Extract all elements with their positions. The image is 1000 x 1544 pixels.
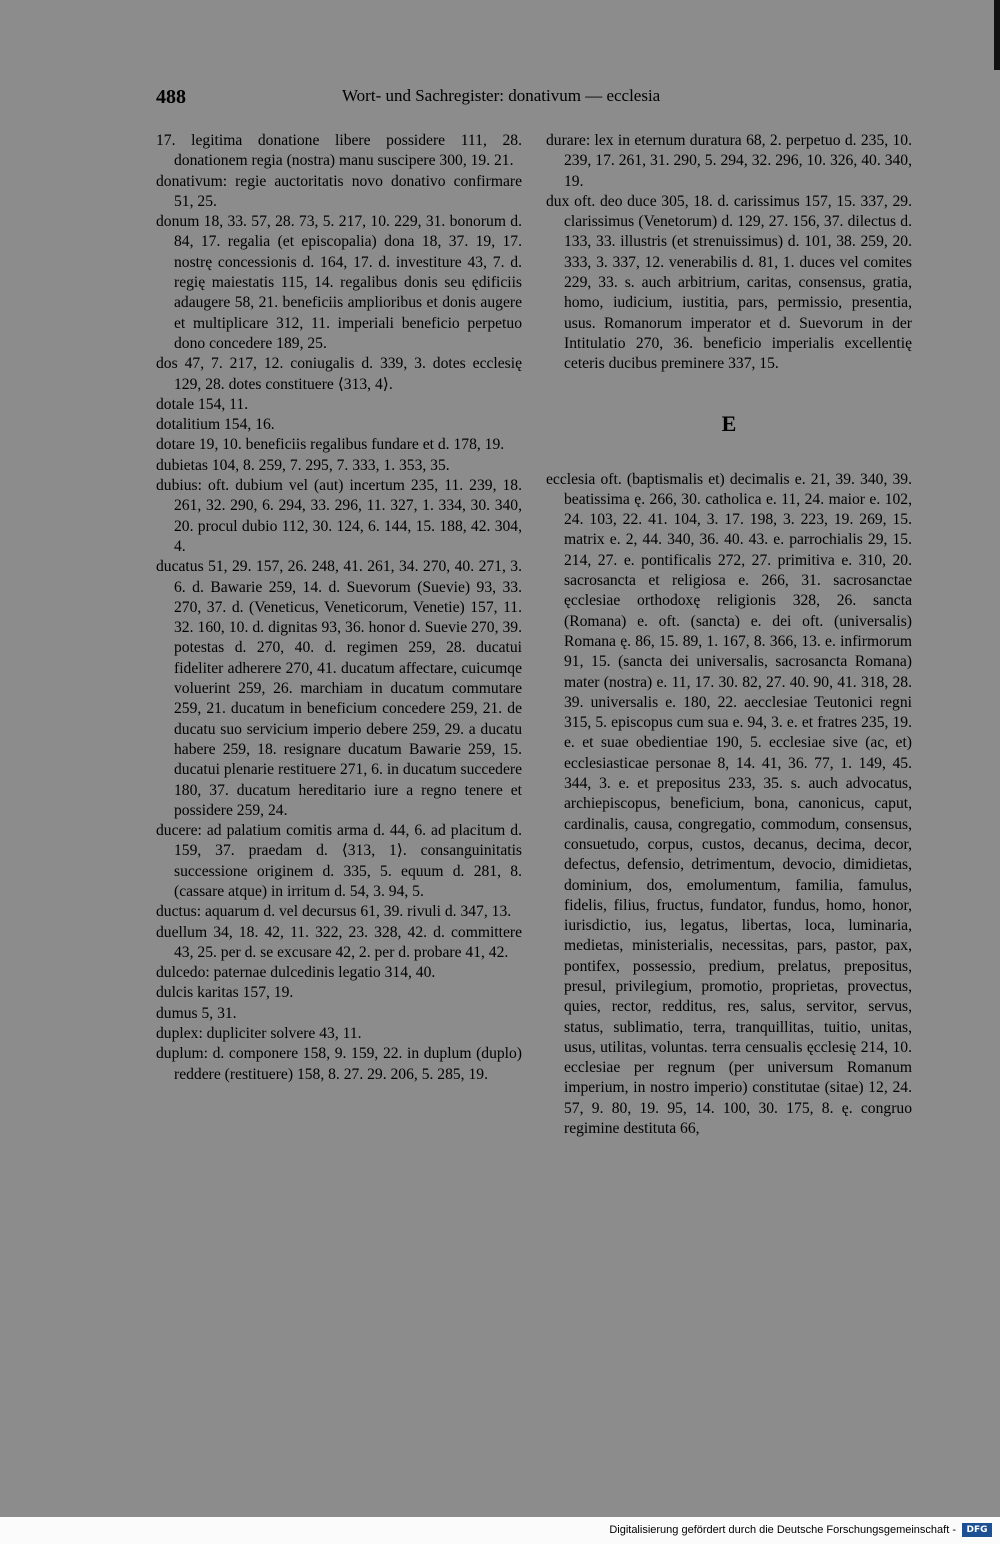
index-entry: dumus 5, 31. — [156, 1004, 237, 1022]
page-header — [156, 86, 916, 112]
index-entry: 17. legitima donatione libere possidere 111, 28. donationem regia (nostra) manu suscipere 300, 19. 21. — [156, 132, 522, 170]
index-entry: donativum: regie auctoritatis novo donativo confirmare 51, 25. — [156, 172, 522, 210]
section-letter: E — [721, 410, 737, 436]
index-entry: ductus: aquarum d. vel decursus 61, 39. rivuli d. 347, 13. — [156, 903, 512, 921]
page-number: 488 — [156, 86, 186, 108]
index-entry: ecclesia oft. (baptismalis et) decimalis e. 21, 39. 340, 39. beatissima ę. 266, 30. catholica e. 11, 24. maior e. 102, 24. 103, 22. 41. 104, 3. 17. 198, 3. 223, 19. 269, 15. matrix e. 2, 44. 340, 36. 40. 43. e. parrochialis 29, 15. 214, 27. e. pontificalis 272, 27. primitiva e. 310, 20. sacrosancta et religiosa e. 266, 31. sacrosanctae ęcclesiae orthodoxę religionis 328, 26. sancta (Romana) e. oft. (sancta) e. dei oft. (universalis) Romana ę. 86, 15. 89, 1. 167, 8. 366, 13. e. infirmorum 91, 15. (sancta dei universalis, sacrosancta Romana) mater (nostra) e. 11, 17. 30. 82, 27. 40. 90, 41. 318, 28. 39. universalis e. 180, 22. aecclesiae Teutonici regni 315, 5. episcopus cum sua e. 94, 3. e. et fratres 235, 19. e. et suae obedientiae 190, 5. ecclesiae sive (ac, et) ecclesiasticae personae 8, 14. 41, 36. 77, 1. 149, 45. 344, 3. e. et prepositus 233, 35. s. auch advocatus, archiepiscopus, beneficium, bona, canonicus, caput, cardinalis, causa, congregatio, commodum, consensus, consuetudo, corpus, custos, decanus, decima, decor, defectus, defensio, detrimentum, devocio, dimidietas, dominium, dos, emolumentum, familia, famulus, fidelis, filius, fructus, fundator, fundus, homo, honor, iurisdictio, ius, legatus, libertas, loca, luminaria, medietas, ministerialis, necessitas, pars, pastor, pax, pontifex, possessio, predium, prelatus, prepositus, presul, privilegium, promotio, proprietas, provectus, quies, rector, redditus, res, salus, servitor, servus, status, sublimatio, terra, tranquillitas, tuitio, unitas, usus, utilitas, voluntas. terra censualis ęcclesię 214, 10. ecclesiae per regnum (per universum Romanum imperium, in nostro imperio) constitutae (sitae) 12, 24. 57, 9. 80, 19. 95, 14. 100, 30. 175, 8. ę. congruo regimine destituta 66, — [546, 470, 912, 1138]
footer-text: Digitalisierung gefördert durch die Deutsche Forschungsgemeinschaft - — [609, 1524, 956, 1536]
dfg-logo: DFG — [962, 1523, 992, 1537]
scan-edge-mark — [994, 0, 1000, 70]
index-entry: ducere: ad palatium comitis arma d. 44, 6. ad placitum d. 159, 37. praedam d. ⟨313, 1⟩. consanguinitatis successione originem d. 335, 5. equum d. 281, 8. (cassare atque) in irritum d. 54, 3. 94, 5. — [156, 822, 522, 900]
index-entry: dotale 154, 11. — [156, 395, 249, 413]
left-column — [156, 131, 522, 1085]
index-entry: dotare 19, 10. beneficiis regalibus fundare et d. 178, 19. — [156, 436, 505, 454]
index-entry: duplum: d. componere 158, 9. 159, 22. in duplum (duplo) reddere (restituere) 158, 8. 27. 29. 206, 5. 285, 19. — [156, 1045, 522, 1083]
footer-bar — [0, 1517, 1000, 1544]
index-entry: dotalitium 154, 16. — [156, 416, 275, 434]
index-entry: duplex: dupliciter solvere 43, 11. — [156, 1025, 362, 1043]
index-entry: dux oft. deo duce 305, 18. d. carissimus 157, 15. 337, 29. clarissimus (Venetorum) d. 129, 27. 156, 37. dilectus d. 133, 33. illustris (et strenuissimus) d. 101, 38. 259, 20. 333, 3. 337, 12. venerabilis d. 81, 1. duces vel comites 229, 33. s. auch arbitrium, caritas, consensus, gratia, homo, iudicium, iustitia, pars, permissio, presentia, usus. Romanorum imperator et d. Suevorum in der Intitulatio 270, 36. beneficio imperialis excellentię ceteris ducibus preminere 337, 15. — [546, 192, 912, 373]
index-entry: dulcis karitas 157, 19. — [156, 984, 294, 1002]
index-entry: dubietas 104, 8. 259, 7. 295, 7. 333, 1. 353, 35. — [156, 456, 450, 474]
index-entry: duellum 34, 18. 42, 11. 322, 23. 328, 42. d. committere 43, 25. per d. se excusare 42, 2. per d. probare 41, 42. — [156, 923, 522, 961]
index-entry: dos 47, 7. 217, 12. coniugalis d. 339, 3. dotes ecclesię 129, 28. dotes constituere ⟨313, 4⟩. — [156, 355, 522, 393]
running-title: Wort- und Sachregister: donativum — ecclesia — [342, 86, 661, 105]
index-entry: ducatus 51, 29. 157, 26. 248, 41. 261, 34. 270, 40. 271, 3. 6. d. Bawarie 259, 14. d. Suevorum (Suevie) 93, 33. 270, 37. d. (Veneticus, Veneticorum, Venetie) 157, 11. 32. 160, 10. d. dignitas 93, 36. honor d. Suevie 270, 39. potestas d. 270, 40. d. regimen 259, 28. ducatui fideliter adherere 270, 41. ducatum affectare, cuicumqe voluerint 259, 26. marchiam in ducatum commutare 259, 21. ducatum in beneficium concedere 259, 21. de ducatu suo servicium imperio debere 259, 29. a ducatu habere 259, 18. resignare ducatum Bawarie 259, 15. ducatui plenarie restituere 271, 6. in ducatum succedere 180, 37. ducatum hereditario iure a regno tenere et possidere 259, 24. — [156, 558, 522, 819]
index-entry: dubius: oft. dubium vel (aut) incertum 235, 11. 239, 18. 261, 32. 290, 6. 294, 33. 296, 11. 327, 1. 334, 30. 340, 20. procul dubio 112, 30. 124, 6. 144, 15. 188, 42. 304, 4. — [156, 477, 522, 555]
right-column-entries-d — [546, 131, 912, 375]
index-entry: dulcedo: paternae dulcedinis legatio 314, 40. — [156, 964, 436, 982]
right-column-entries-e — [546, 470, 912, 1140]
right-column — [546, 131, 912, 1139]
index-entry: durare: lex in eternum duratura 68, 2. perpetuo d. 235, 10. 239, 17. 261, 31. 290, 5. 294, 32. 296, 10. 326, 40. 340, 19. — [546, 132, 912, 190]
index-entry: donum 18, 33. 57, 28. 73, 5. 217, 10. 229, 31. bonorum d. 84, 17. regalia (et episcopalia) dona 18, 37. 19, 17. nostrę concessionis d. 164, 17. d. investiture 43, 7. d. regię maiestatis 115, 14. regalibus donis seu ędificiis adaugere 58, 21. beneficiis amplioribus et donis augere et multiplicare 312, 11. imperiali beneficio perpetuo dono concedere 189, 25. — [156, 213, 522, 352]
